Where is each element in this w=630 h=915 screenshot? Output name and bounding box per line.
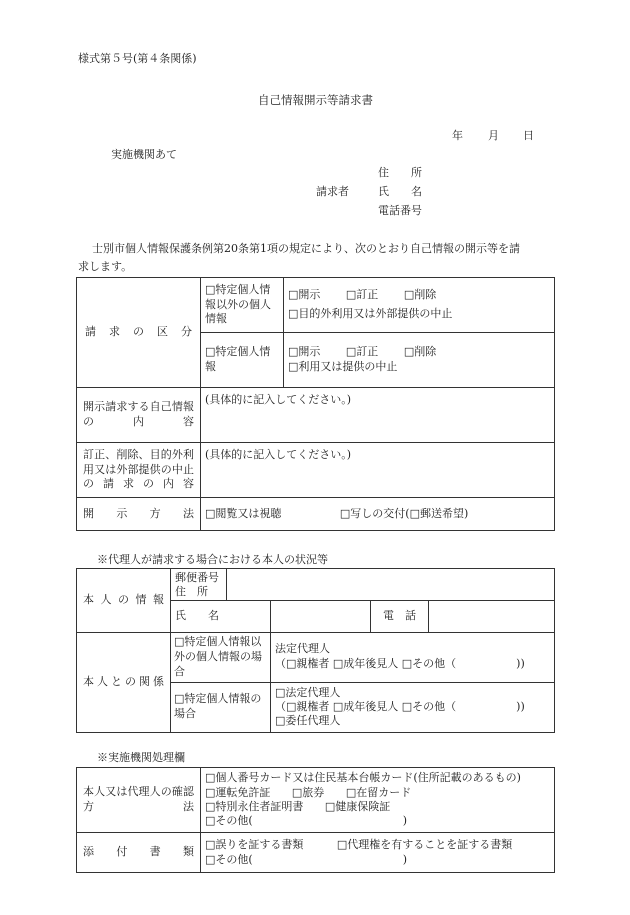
date-year: 年 <box>452 129 463 142</box>
date-day: 日 <box>523 129 534 142</box>
type2-options <box>284 333 555 388</box>
principal-phone-label: 電 話 <box>383 609 416 623</box>
requester-phone-label: 電話番号 <box>378 204 422 217</box>
type1-checkbox[interactable] <box>201 278 284 333</box>
type2-stop-checkbox[interactable]: □利用又は提供の中止 <box>288 360 398 373</box>
category-label-cell <box>77 278 201 388</box>
type1-correct-checkbox[interactable]: □訂正 <box>345 288 379 302</box>
verify-special-checkbox[interactable]: □特別永住者証明書 <box>205 800 304 813</box>
rel2-options-checkboxes[interactable]: （□親権者 □成年後見人 □その他（ <box>275 700 457 714</box>
office-section-heading: ※実施機関処理欄 <box>97 751 185 764</box>
method-options <box>201 498 555 531</box>
request-table <box>76 277 555 531</box>
rel1-close: )) <box>516 657 525 671</box>
method-label-cell <box>77 498 201 531</box>
type1-disclose-checkbox[interactable]: □開示 <box>288 288 321 302</box>
principal-info-label: 本人の情報 <box>83 593 164 607</box>
type1-label: □特定個人情報以外の個人情報 <box>205 282 271 326</box>
address-label: 住 所 <box>175 584 208 598</box>
type1-options <box>284 278 555 333</box>
verify-label: 本人又は代理人の確認方法 <box>83 785 194 813</box>
attach-error-checkbox[interactable]: □誤りを証する書類 <box>205 838 304 852</box>
rel2-delegate-checkbox[interactable]: □委任代理人 <box>275 713 341 727</box>
postal-address-label-cell <box>171 569 227 601</box>
principal-name-field[interactable] <box>271 601 371 633</box>
category-label: 請求の区分 <box>85 325 192 339</box>
verify-options <box>201 768 555 833</box>
principal-name-label-cell <box>171 601 271 633</box>
requester-name-label: 氏 名 <box>378 185 422 198</box>
attach-options <box>201 833 555 873</box>
postal-code-label: 郵便番号 <box>175 570 219 584</box>
postal-address-field[interactable] <box>227 569 555 601</box>
verify-passport-checkbox[interactable]: □旅券 <box>291 785 325 799</box>
attach-label: 添付書類 <box>83 845 194 859</box>
method-copy-checkbox[interactable]: □写しの交付(□郵送希望) <box>339 506 469 520</box>
body-text-line1: 士別市個人情報保護条例第20条第1項の規定により、次のとおり自己情報の開示等を請 <box>92 242 520 255</box>
rel1-heading: 法定代理人 <box>275 642 330 656</box>
type2-checkbox[interactable] <box>201 333 284 388</box>
rel2-checkbox[interactable] <box>171 682 271 732</box>
verify-insurance-checkbox[interactable]: □健康保険証 <box>324 800 391 813</box>
relation-label-cell <box>77 633 171 733</box>
type2-correct-checkbox[interactable]: □訂正 <box>345 345 379 359</box>
type1-delete-checkbox[interactable]: □削除 <box>403 288 437 302</box>
correction-content-label: 訂正、削除、目的外利用又は外部提供の中止の請求の内容 <box>83 447 194 491</box>
type2-label: □特定個人情報 <box>205 345 271 373</box>
attach-other-close: ) <box>402 852 407 866</box>
rel2-close: )) <box>516 700 525 714</box>
principal-name-label: 氏 名 <box>175 609 219 623</box>
verify-label-cell <box>77 768 201 833</box>
principal-phone-field[interactable] <box>429 601 555 633</box>
principal-phone-label-cell <box>371 601 429 633</box>
disclosure-content-hint: (具体的に記入してください。) <box>205 393 352 406</box>
type2-disclose-checkbox[interactable]: □開示 <box>288 345 321 359</box>
rel2-label: □特定個人情報の場合 <box>174 692 262 721</box>
addressee: 実施機関あて <box>111 148 177 161</box>
date-month: 月 <box>488 129 499 142</box>
requester-address-label: 住 所 <box>378 166 422 179</box>
form-number: 様式第５号(第４条関係) <box>78 52 197 65</box>
page-title: 自己情報開示等請求書 <box>258 93 373 107</box>
verify-other-close: ) <box>402 814 407 828</box>
principal-info-label-cell <box>77 569 171 633</box>
disclosure-content-field[interactable] <box>201 388 555 443</box>
rel1-options-checkboxes[interactable]: （□親権者 □成年後見人 □その他（ <box>275 657 457 671</box>
verify-id-card-checkbox[interactable]: □個人番号カード又は住民基本台帳カード(住所記載のあるもの) <box>205 771 521 785</box>
body-text-line2: 求します。 <box>78 260 133 273</box>
disclosure-content-label: 開示請求する自己情報の内容 <box>83 400 194 428</box>
correction-content-field[interactable] <box>201 443 555 498</box>
office-table <box>76 767 555 873</box>
verify-license-checkbox[interactable]: □運転免許証 <box>205 785 271 799</box>
verify-residence-checkbox[interactable]: □在留カード <box>345 785 412 799</box>
correction-content-hint: (具体的に記入してください。) <box>205 448 352 461</box>
type1-stop-checkbox[interactable]: □目的外利用又は外部提供の中止 <box>288 307 453 320</box>
rel1-label: □特定個人情報以外の個人情報の場合 <box>174 635 262 678</box>
rel1-checkbox[interactable] <box>171 633 271 683</box>
attach-other-checkbox[interactable]: □その他( <box>205 852 253 866</box>
agent-section-heading: ※代理人が請求する場合における本人の状況等 <box>97 553 328 566</box>
agent-table <box>76 568 555 733</box>
rel1-options <box>271 633 555 683</box>
method-view-checkbox[interactable]: □閲覧又は視聴 <box>205 506 282 520</box>
relation-label: 本人との関係 <box>83 674 164 688</box>
verify-other-checkbox[interactable]: □その他( <box>205 814 253 828</box>
attach-label-cell <box>77 833 201 873</box>
rel2-legal-checkbox[interactable]: □法定代理人 <box>275 686 341 700</box>
rel2-options <box>271 682 555 732</box>
correction-content-label-cell <box>77 443 201 498</box>
attach-proxy-checkbox[interactable]: □代理権を有することを証する書類 <box>336 838 513 852</box>
disclosure-content-label-cell <box>77 388 201 443</box>
method-label: 開示方法 <box>83 506 194 520</box>
type2-delete-checkbox[interactable]: □削除 <box>403 345 437 359</box>
requester-label: 請求者 <box>316 185 349 198</box>
